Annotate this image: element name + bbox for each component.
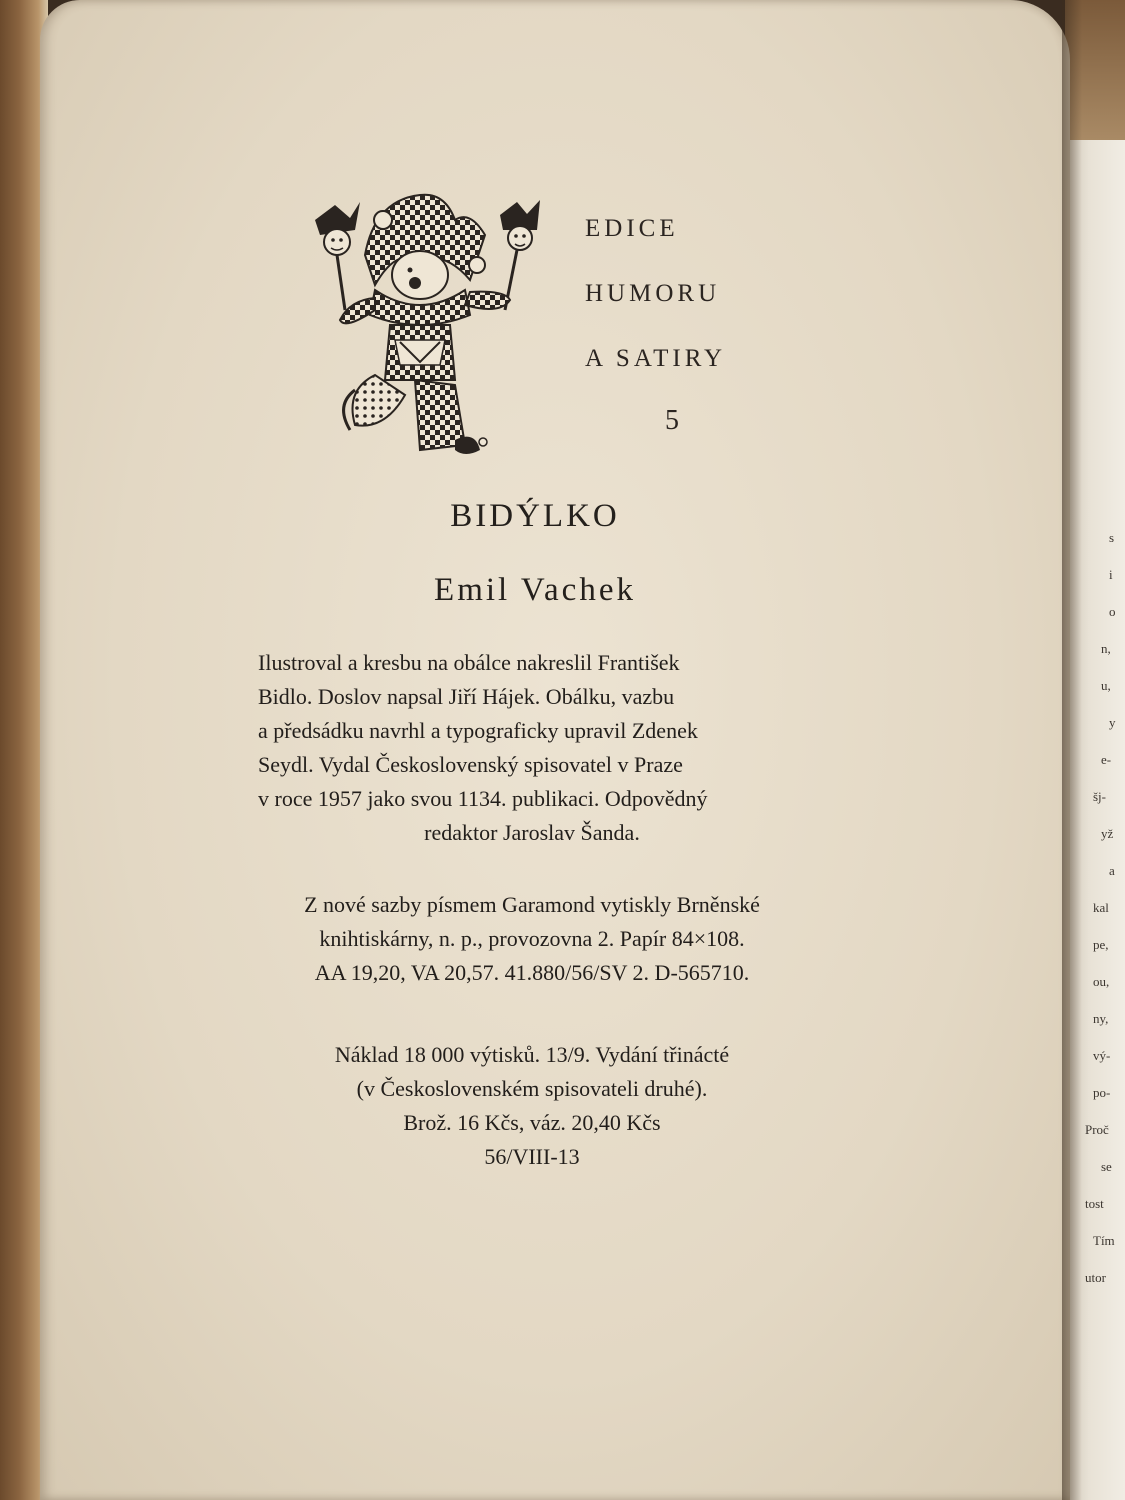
right-page-fragment: o xyxy=(1109,604,1116,619)
edition-line: Náklad 18 000 výtisků. 13/9. Vydání třinácté xyxy=(334,1042,730,1067)
right-page-fragment: ou, xyxy=(1093,974,1110,989)
right-page-fragment: ny, xyxy=(1093,1011,1109,1026)
right-page-fragment: se xyxy=(1101,1159,1112,1174)
right-page-fragment: po- xyxy=(1093,1085,1111,1100)
credits-line: a předsádku navrhl a typograficky upravil Zdenek xyxy=(258,718,698,743)
right-page-fragment: e- xyxy=(1101,752,1112,767)
right-page-fragment: vý- xyxy=(1093,1048,1111,1063)
series-title xyxy=(585,196,785,391)
right-page-fragment: n, xyxy=(1101,641,1111,656)
right-page-fragment: i xyxy=(1109,567,1113,582)
series-line-2: HUMORU xyxy=(585,280,721,307)
right-page-fragment: y xyxy=(1109,715,1116,730)
jester-illustration xyxy=(305,180,565,470)
right-page-fragment: Proč xyxy=(1085,1122,1109,1137)
edition-paragraph xyxy=(258,1038,806,1174)
printing-line: Z nové sazby písmem Garamond vytiskly Brněnské xyxy=(304,892,760,917)
series-number: 5 xyxy=(665,405,679,436)
credits-paragraph xyxy=(258,646,806,850)
right-page-fragment: šj- xyxy=(1093,789,1106,804)
right-page-fragment: s xyxy=(1109,530,1115,545)
credits-line: redaktor Jaroslav Šanda. xyxy=(424,820,640,845)
right-page-fragment: utor xyxy=(1085,1270,1106,1285)
printing-line: AA 19,20, VA 20,57. 41.880/56/SV 2. D-565710. xyxy=(314,960,750,985)
book-title: BIDÝLKO xyxy=(450,498,620,534)
edition-line: 56/VIII-13 xyxy=(484,1144,580,1169)
printing-paragraph xyxy=(258,888,806,990)
edition-line: (v Československém spisovateli druhé). xyxy=(356,1076,708,1101)
credits-line: v roce 1957 jako svou 1134. publikaci. Odpovědný xyxy=(258,786,708,811)
series-line-1: EDICE xyxy=(585,215,679,242)
right-page-fragment: pe, xyxy=(1093,937,1109,952)
right-page-fragment: kal xyxy=(1093,900,1109,915)
credits-line: Ilustroval a kresbu na obálce nakreslil František xyxy=(258,650,680,675)
right-page-fragment: a xyxy=(1109,863,1115,878)
right-page-fragment: u, xyxy=(1101,678,1111,693)
credits-line: Bidlo. Doslov napsal Jiří Hájek. Obálku, vazbu xyxy=(258,684,675,709)
right-page-fragment: tost xyxy=(1085,1196,1104,1211)
page-shadow xyxy=(1062,0,1082,1500)
printing-line: knihtiskárny, n. p., provozovna 2. Papír 84×108. xyxy=(319,926,745,951)
series-line-3: A SATIRY xyxy=(585,345,727,372)
credits-line: Seydl. Vydal Československý spisovatel v Praze xyxy=(258,752,683,777)
edition-line: Brož. 16 Kčs, váz. 20,40 Kčs xyxy=(403,1110,661,1135)
right-page-fragment: yž xyxy=(1101,826,1114,841)
right-page-fragment: Tím xyxy=(1093,1233,1115,1248)
book-author: Emil Vachek xyxy=(434,572,636,608)
